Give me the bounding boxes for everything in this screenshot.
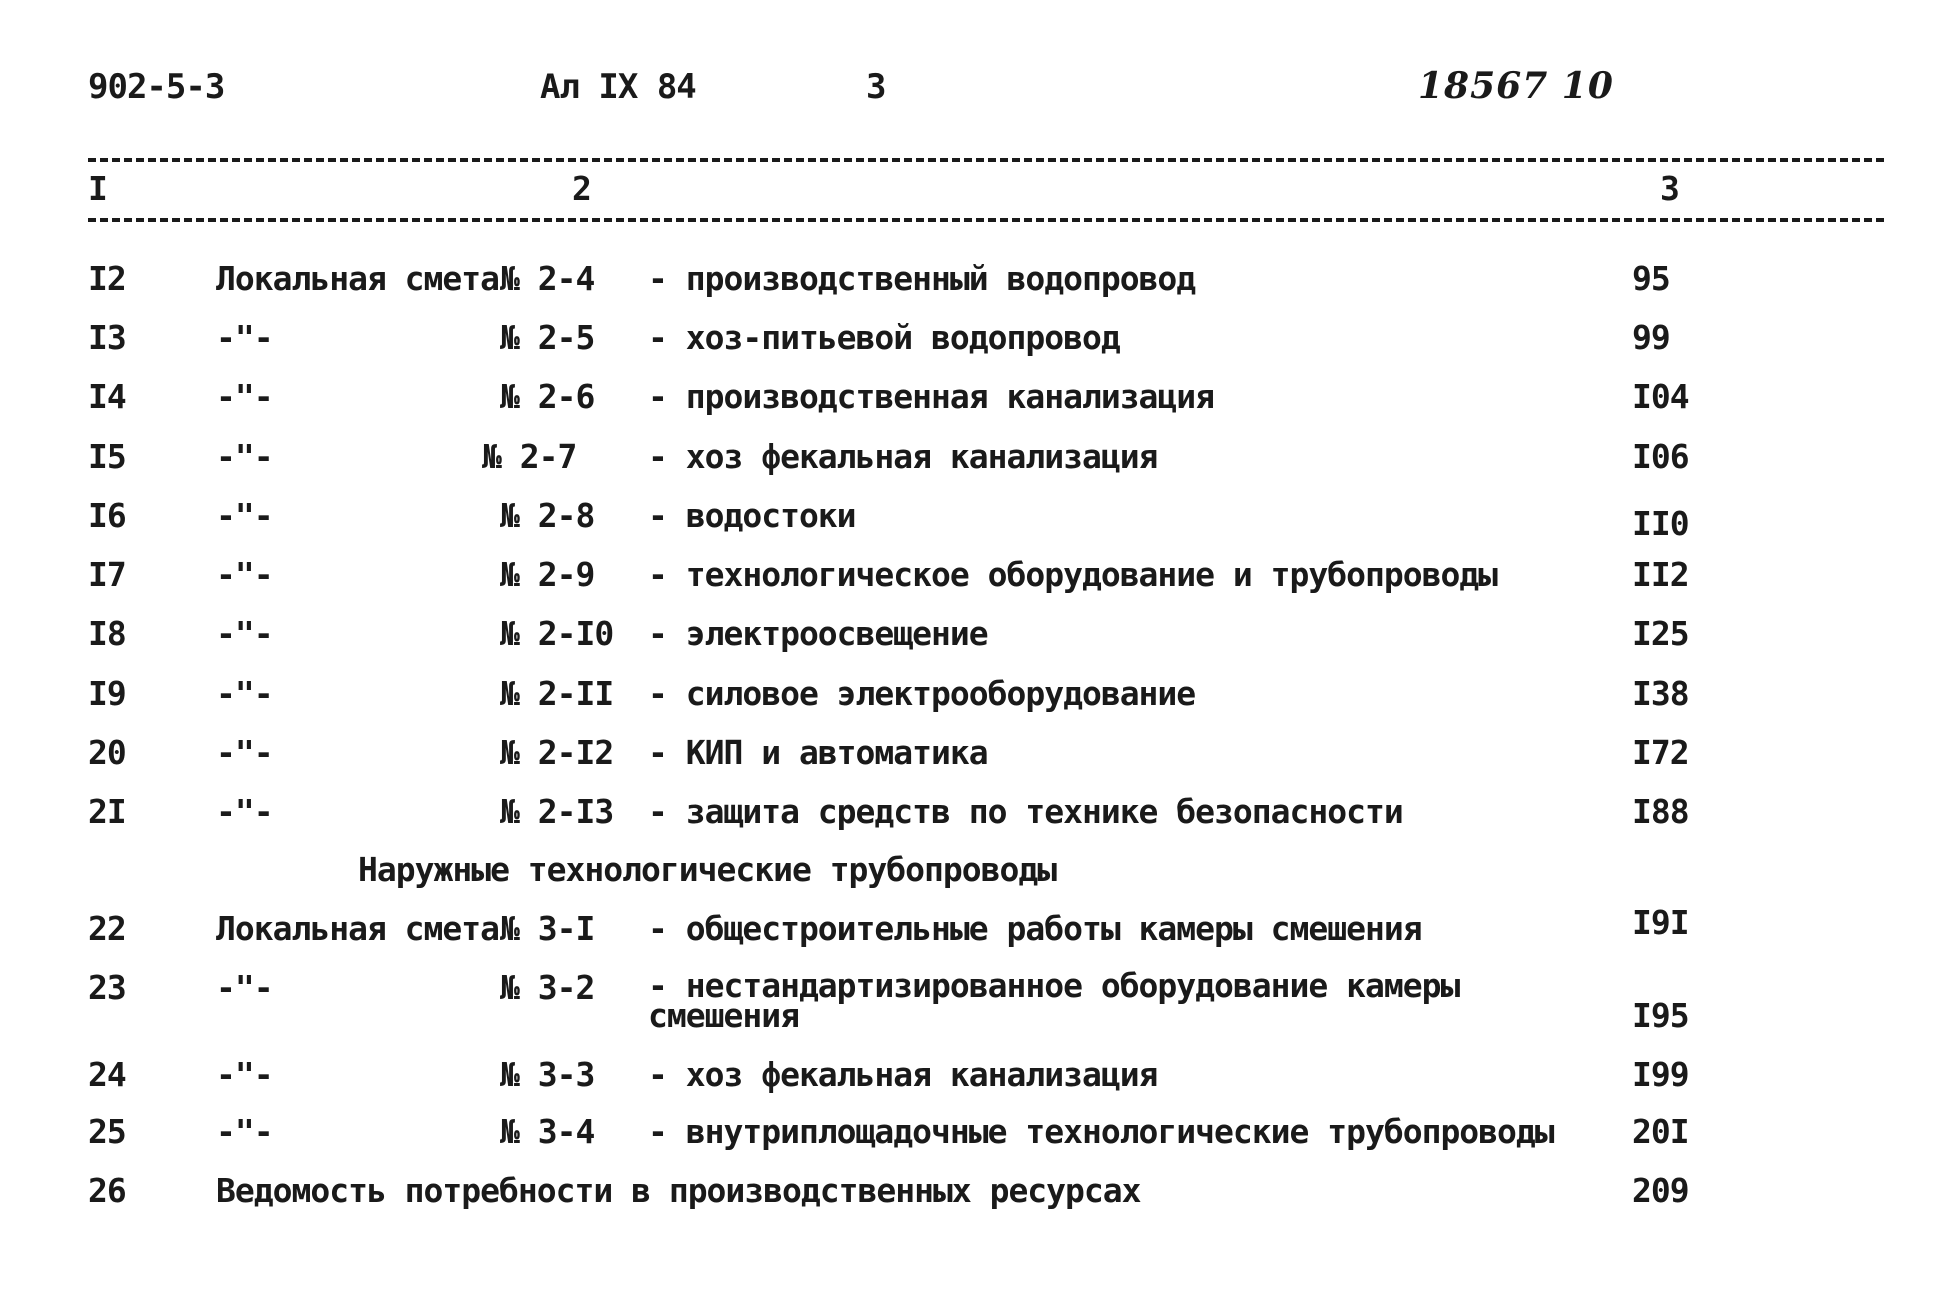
row-code: № 2-I2 (500, 733, 614, 772)
row-page: 99 (1632, 318, 1670, 357)
row-number: I7 (88, 555, 126, 594)
row-page: I9I (1632, 903, 1689, 942)
row-description: - общестроительные работы камеры смешения (648, 909, 1422, 948)
row-label: Локальная смета (216, 909, 500, 948)
row-label: -"- (216, 555, 273, 594)
row-number: I8 (88, 614, 126, 653)
row-code: № 2-I0 (500, 614, 614, 653)
row-number: 2I (88, 792, 126, 831)
row-number: I9 (88, 674, 126, 713)
row-label: -"- (216, 496, 273, 535)
row-page: I38 (1632, 674, 1689, 713)
table-row (0, 259, 1942, 308)
row-page: I99 (1632, 1055, 1689, 1094)
row-description: - защита средств по технике безопасности (648, 792, 1403, 831)
row-description: - производственная канализация (648, 377, 1215, 416)
row-label: -"- (216, 674, 273, 713)
row-description: - технологическое оборудование и трубопроводы (648, 555, 1498, 594)
column-header-3: 3 (1660, 169, 1679, 208)
row-number: I5 (88, 437, 126, 476)
row-code: № 3-4 (500, 1112, 595, 1151)
row-description: - внутриплощадочные технологические трубопроводы (648, 1112, 1554, 1151)
row-label: -"- (216, 1055, 273, 1094)
column-header-1: I (88, 169, 107, 208)
row-number: I3 (88, 318, 126, 357)
table-row (0, 903, 1942, 958)
table-row (0, 318, 1942, 367)
row-label: -"- (216, 318, 273, 357)
row-number: 24 (88, 1055, 126, 1094)
row-label: -"- (216, 733, 273, 772)
table-row (0, 377, 1942, 426)
row-description: - хоз фекальная канализация (648, 1055, 1158, 1094)
row-description: - КИП и автоматика (648, 733, 988, 772)
row-number: I4 (88, 377, 126, 416)
row-number: I2 (88, 259, 126, 298)
table-row (0, 555, 1942, 604)
row-label: -"- (216, 614, 273, 653)
row-label: -"- (216, 1112, 273, 1151)
row-label: Локальная смета (216, 259, 500, 298)
row-page: I72 (1632, 733, 1689, 772)
row-label: -"- (216, 377, 273, 416)
row-number: 26 (88, 1171, 126, 1210)
row-page: I95 (1632, 996, 1689, 1035)
table-row (0, 1055, 1942, 1104)
row-code: № 2-I3 (500, 792, 614, 831)
row-description: - хоз фекальная канализация (648, 437, 1158, 476)
row-code: № 2-8 (500, 496, 595, 535)
row-page: I06 (1632, 437, 1689, 476)
table-row (0, 966, 1942, 1041)
row-page: II2 (1632, 555, 1689, 594)
album-number: Ал IX 84 (540, 67, 696, 107)
doc-code: 902-5-3 (88, 67, 225, 107)
row-number: 25 (88, 1112, 126, 1151)
row-description: - силовое электрооборудование (648, 674, 1196, 713)
table-row (0, 496, 1942, 545)
row-text: Ведомость потребности в производственных ресурсах (216, 1171, 1141, 1210)
row-page: 95 (1632, 259, 1670, 298)
row-page: I25 (1632, 614, 1689, 653)
table-row (0, 733, 1942, 782)
row-code: № 3-I (500, 909, 595, 948)
row-number: 20 (88, 733, 126, 772)
sheet-number: 3 (866, 67, 886, 107)
row-page: I04 (1632, 377, 1689, 416)
row-code: № 2-6 (500, 377, 595, 416)
table-row (0, 614, 1942, 663)
column-header-2: 2 (572, 169, 591, 208)
table-row (0, 792, 1942, 841)
row-code: № 2-II (500, 674, 614, 713)
row-description: - хоз-питьевой водопровод (648, 318, 1120, 357)
top-rule (88, 158, 1884, 162)
row-code: № 2-7 (482, 437, 577, 476)
row-number: 22 (88, 909, 126, 948)
row-code: № 2-9 (500, 555, 595, 594)
row-page: I88 (1632, 792, 1689, 831)
row-code: № 3-3 (500, 1055, 595, 1094)
row-code: № 3-2 (500, 968, 595, 1007)
section-title: Наружные технологические трубопроводы (358, 850, 1057, 889)
row-description: - водостоки (648, 496, 856, 535)
row-description: - производственный водопровод (648, 259, 1196, 298)
row-description: - нестандартизированное оборудование камеры смешения (648, 966, 1460, 1035)
table-row (0, 674, 1942, 723)
table-row (0, 1112, 1942, 1161)
row-number: 23 (88, 968, 126, 1007)
row-code: № 2-5 (500, 318, 595, 357)
row-label: -"- (216, 437, 273, 476)
row-label: -"- (216, 968, 273, 1007)
table-row (0, 1171, 1942, 1220)
row-page: II0 (1632, 504, 1689, 543)
row-code: № 2-4 (500, 259, 595, 298)
row-label: -"- (216, 792, 273, 831)
row-description: - электроосвещение (648, 614, 988, 653)
archive-number: 18567 10 (1418, 65, 1614, 107)
row-page: 209 (1632, 1171, 1689, 1210)
header-rule (88, 218, 1884, 222)
table-row (0, 437, 1942, 486)
row-number: I6 (88, 496, 126, 535)
row-page: 20I (1632, 1112, 1689, 1151)
